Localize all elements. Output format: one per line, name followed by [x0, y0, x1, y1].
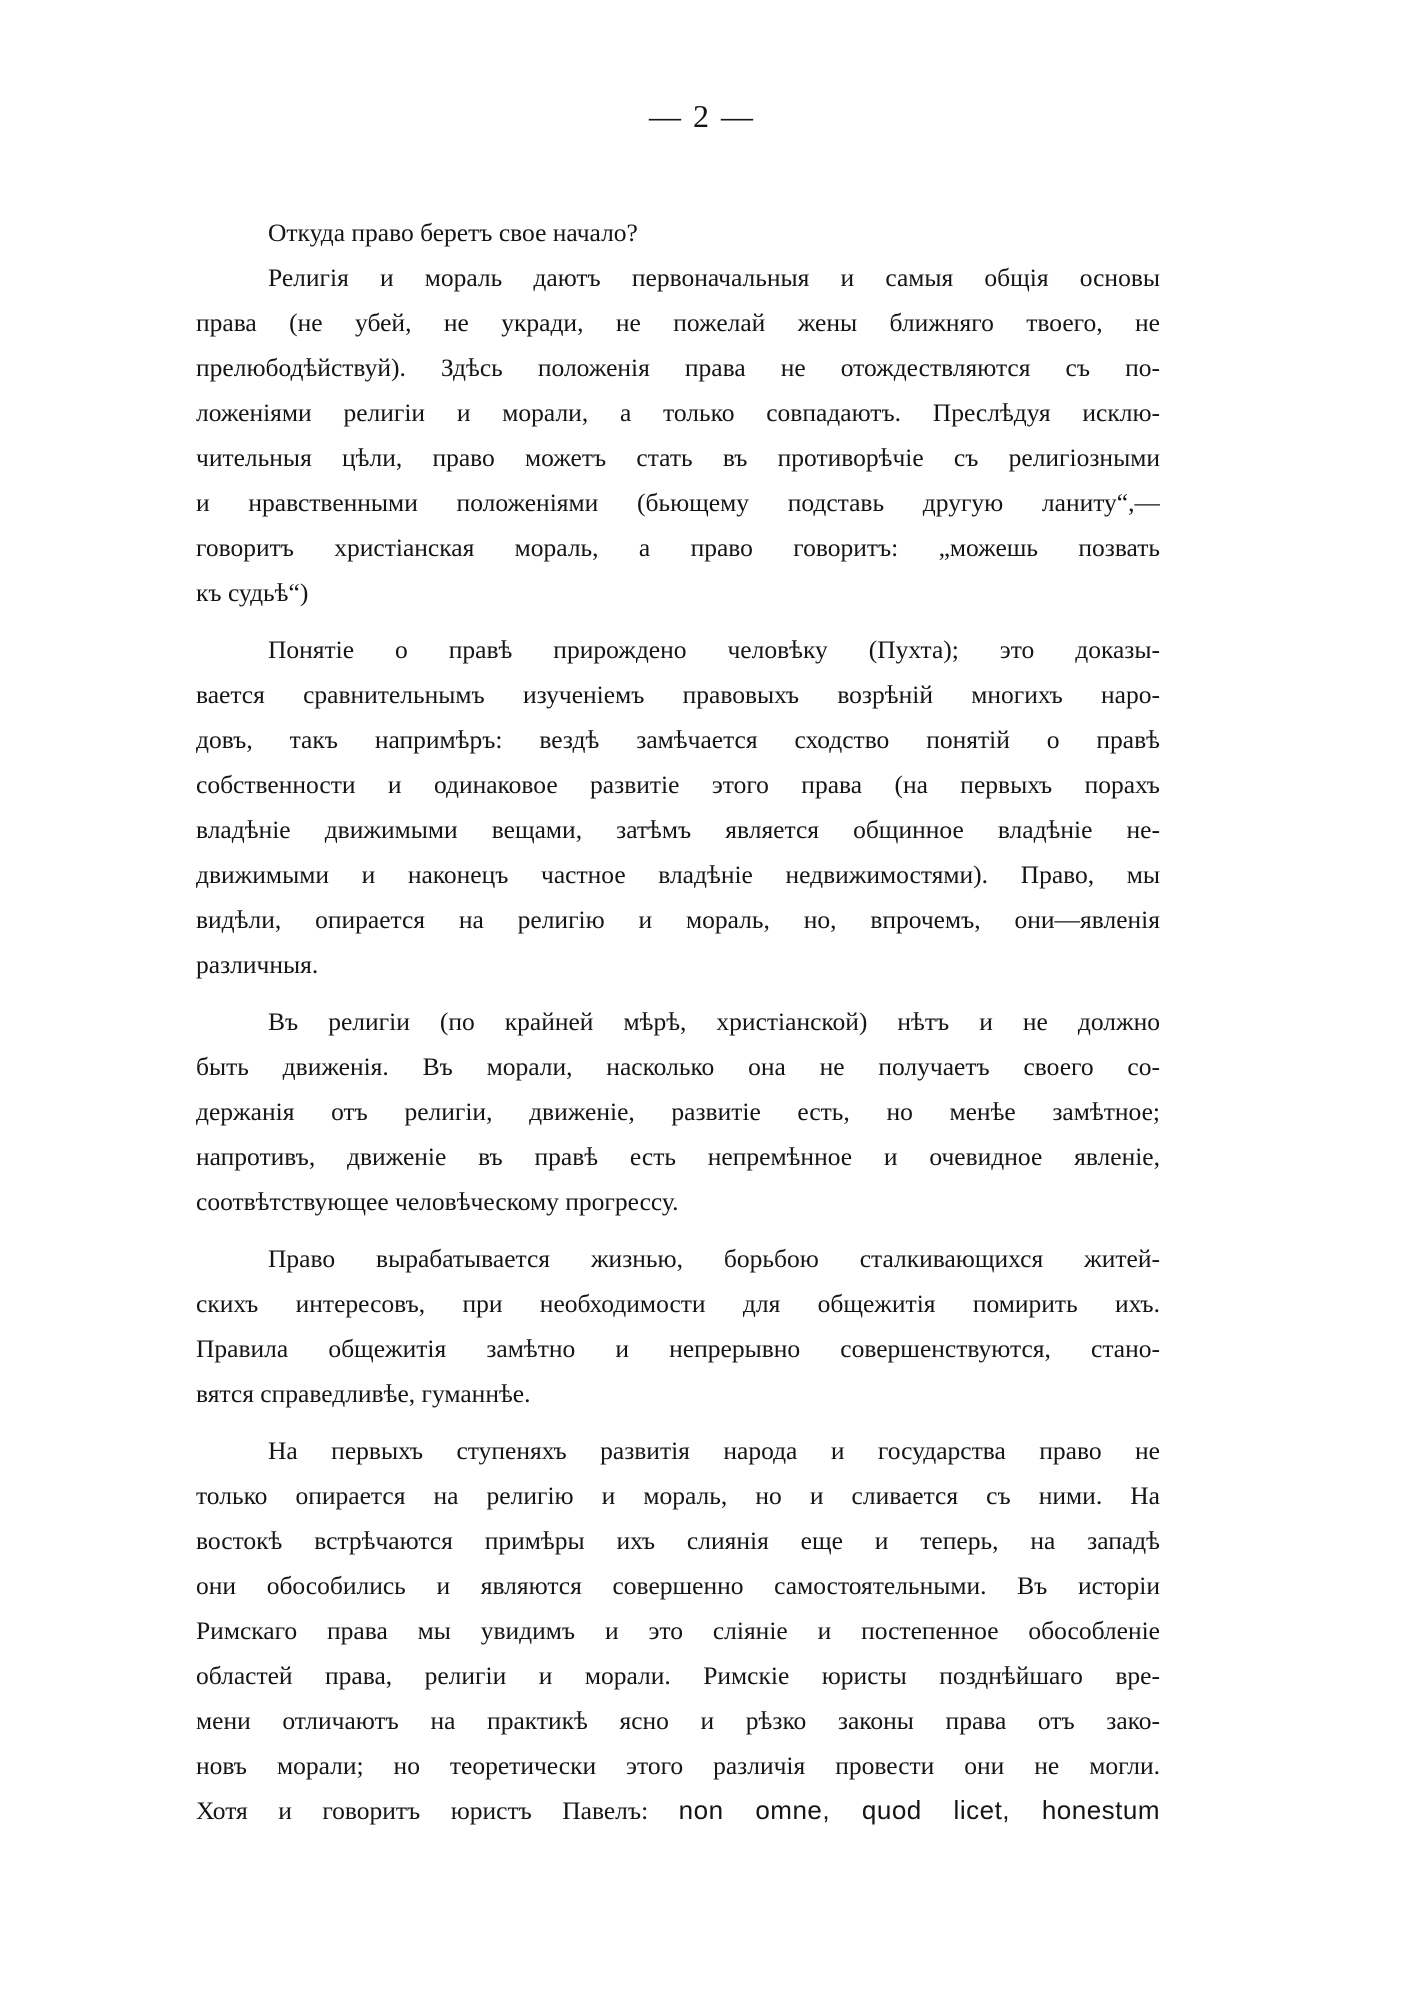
text-line: Правила общежитія замѣтно и непрерывно совершенствуются, стано-: [196, 1334, 1160, 1363]
text-line: собственности и одинаковое развитіе этого права (на первыхъ порахъ: [196, 770, 1160, 799]
text-line: напротивъ, движеніе въ правѣ есть непремѣнное и очевидное явленіе,: [196, 1142, 1160, 1171]
page-number: — 2 —: [649, 98, 755, 134]
paragraph: [196, 627, 1160, 987]
text-line: чительныя цѣли, право можетъ стать въ противорѣчіе съ религіозными: [196, 443, 1160, 472]
text-line: вается сравнительнымъ изученіемъ правовыхъ возрѣній многихъ наро-: [196, 680, 1160, 709]
text-line: новъ морали; но теоретически этого различія провести они не могли.: [196, 1751, 1160, 1780]
paragraph: [196, 1236, 1160, 1416]
text-line: права (не убей, не укради, не пожелай жены ближняго твоего, не: [196, 308, 1160, 337]
text-line: движимыми и наконецъ частное владѣніе недвижимостями). Право, мы: [196, 860, 1160, 889]
text-line-russian: Хотя и говоритъ юристъ Павелъ:: [196, 1796, 649, 1825]
text-line: держанія отъ религіи, движеніе, развитіе есть, но менѣе замѣтное;: [196, 1097, 1160, 1126]
text-line: владѣніе движимыми вещами, затѣмъ является общинное владѣніе не-: [196, 815, 1160, 844]
text-line: Римскаго права мы увидимъ и это сліяніе и постепенное обособленіе: [196, 1616, 1160, 1645]
text-line: видѣли, опирается на религію и мораль, но, впрочемъ, они—явленія: [196, 905, 1160, 934]
text-line: говоритъ христіанская мораль, а право говоритъ: „можешь позвать: [196, 533, 1160, 562]
text-line: областей права, религіи и морали. Римскіе юристы позднѣйшаго вре-: [196, 1661, 1160, 1690]
paragraph: [196, 210, 1160, 255]
text-line: они обособились и являются совершенно самостоятельными. Въ исторіи: [196, 1571, 1160, 1600]
text-line: вятся справедливѣе, гуманнѣе.: [196, 1379, 531, 1408]
text-line: скихъ интересовъ, при необходимости для общежитія помирить ихъ.: [196, 1289, 1160, 1318]
latin-quote: non omne, quod licet, honestum: [678, 1795, 1160, 1825]
text-line: мени отличаютъ на практикѣ ясно и рѣзко законы права отъ зако-: [196, 1706, 1160, 1735]
text-line: ложеніями религіи и морали, а только совпадаютъ. Преслѣдуя исклю-: [196, 398, 1160, 427]
text-line: Откуда право беретъ свое начало?: [268, 218, 638, 247]
text-line-last: [196, 1788, 1160, 1833]
text-line: Понятіе о правѣ прирождено человѣку (Пухта); это доказы-: [268, 635, 1160, 664]
text-line: Религія и мораль даютъ первоначальныя и самыя общія основы: [268, 263, 1160, 292]
paragraph: [196, 255, 1160, 615]
text-line: только опирается на религію и мораль, но и сливается съ ними. На: [196, 1481, 1160, 1510]
text-line: различныя.: [196, 950, 319, 979]
text-line: востокѣ встрѣчаются примѣры ихъ слиянія еще и теперь, на западѣ: [196, 1526, 1160, 1555]
text-body: [196, 210, 1160, 1833]
paragraph: [196, 1428, 1160, 1833]
text-line: Въ религіи (по крайней мѣрѣ, христіанской) нѣтъ и не должно: [268, 1007, 1160, 1036]
text-line: Право вырабатывается жизнью, борьбою сталкивающихся житей-: [268, 1244, 1160, 1273]
paragraph: [196, 999, 1160, 1224]
text-line: соотвѣтствующее человѣческому прогрессу.: [196, 1187, 679, 1216]
text-line: прелюбодѣйствуй). Здѣсь положенія права не отождествляются съ по-: [196, 353, 1160, 382]
text-line: и нравственными положеніями (бьющему подставь другую ланиту“,—: [196, 488, 1160, 517]
text-line: быть движенія. Въ морали, насколько она не получаетъ своего со-: [196, 1052, 1160, 1081]
text-line: На первыхъ ступеняхъ развитія народа и государства право не: [268, 1436, 1160, 1465]
text-line: къ судьѣ“): [196, 578, 309, 607]
text-line: довъ, такъ напримѣръ: вездѣ замѣчается сходство понятій о правѣ: [196, 725, 1160, 754]
